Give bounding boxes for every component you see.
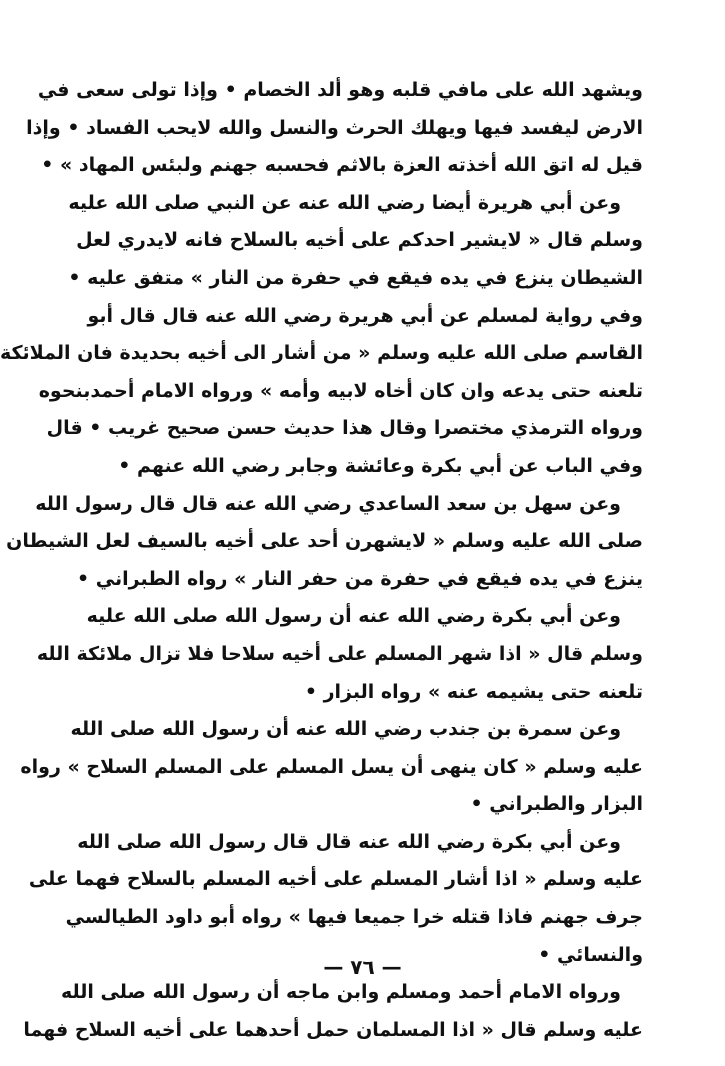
text-line: والنسائي • [538,943,643,966]
text-line: عليه وسلم « اذا أشار المسلم على أخيه المسلم بالسلاح فهما على [28,868,643,891]
text-line: وفي الباب عن أبي بكرة وعائشة وجابر رضي الله عنهم • [118,454,643,477]
paragraph-start-line: وعن أبي بكرة رضي الله عنه قال قال رسول الله صلى الله [77,830,621,853]
paragraph-start-line: وفي رواية لمسلم عن أبي هريرة رضي الله عنه قال قال أبو [87,304,643,327]
text-line: جرف جهنم فاذا قتله خرا جميعا فيها » رواه أبو داود الطيالسي [65,906,643,929]
paragraph-start-line: وعن أبي هريرة أيضا رضي الله عنه عن النبي صلى الله عليه [68,191,621,214]
text-line: تلعنه حتى يشيمه عنه » رواه البزار • [304,680,643,703]
text-line: عليه وسلم « كان ينهى أن يسل المسلم على المسلم السلاح » رواه [20,755,643,778]
text-line: الشيطان ينزع في يده فيقع في حفرة من النار » متفق عليه • [68,266,643,289]
paragraph-start-line: وعن سمرة بن جندب رضي الله عنه أن رسول الله صلى الله [70,718,621,741]
text-line: ورواه الترمذي مختصرا وقال هذا حديث حسن صحيح غريب • قال [46,417,643,440]
text-line: وسلم قال « لايشير احدكم على أخيه بالسلاح فانه لايدري لعل [76,229,643,252]
text-line: الارض ليفسد فيها ويهلك الحرث والنسل والله لايحب الفساد • وإذا [26,116,643,139]
text-line: قيل له اتق الله أخذته العزة بالاثم فحسبه جهنم ولبئس المهاد » • [41,154,643,177]
text-line: البزار والطبراني • [470,793,643,816]
text-line: ويشهد الله على مافي قلبه وهو ألد الخصام • وإذا تولى سعى في [37,79,643,101]
text-line: القاسم صلى الله عليه وسلم « من أشار الى أخيه بحديدة فان الملائكة [0,342,643,365]
paragraph-start-line: وعن أبي بكرة رضي الله عنه أن رسول الله صلى الله عليه [86,605,621,628]
text-line: ينزع في يده فيقع في حفرة من حفر النار » رواه الطبراني • [77,567,643,590]
page-number: — ٧٦ — [323,955,402,979]
text-line: وسلم قال « اذا شهر المسلم على أخيه سلاحا فلا تزال ملائكة الله [36,642,643,665]
text-line: صلى الله عليه وسلم « لايشهرن أحد على أخيه بالسيف لعل الشيطان [6,530,643,553]
paragraph-start-line: ورواه الامام أحمد ومسلم وابن ماجه أن رسول الله صلى الله [60,981,621,1004]
body-text [0,72,643,1049]
text-line: عليه وسلم قال « اذا المسلمان حمل أحدهما على أخيه السلاح فهما [23,1018,643,1041]
paragraph-start-line: وعن سهل بن سعد الساعدي رضي الله عنه قال قال رسول الله [35,492,621,515]
text-line: تلعنه حتى يدعه وان كان أخاه لابيه وأمه » ورواه الامام أحمدبنحوه [38,379,643,402]
